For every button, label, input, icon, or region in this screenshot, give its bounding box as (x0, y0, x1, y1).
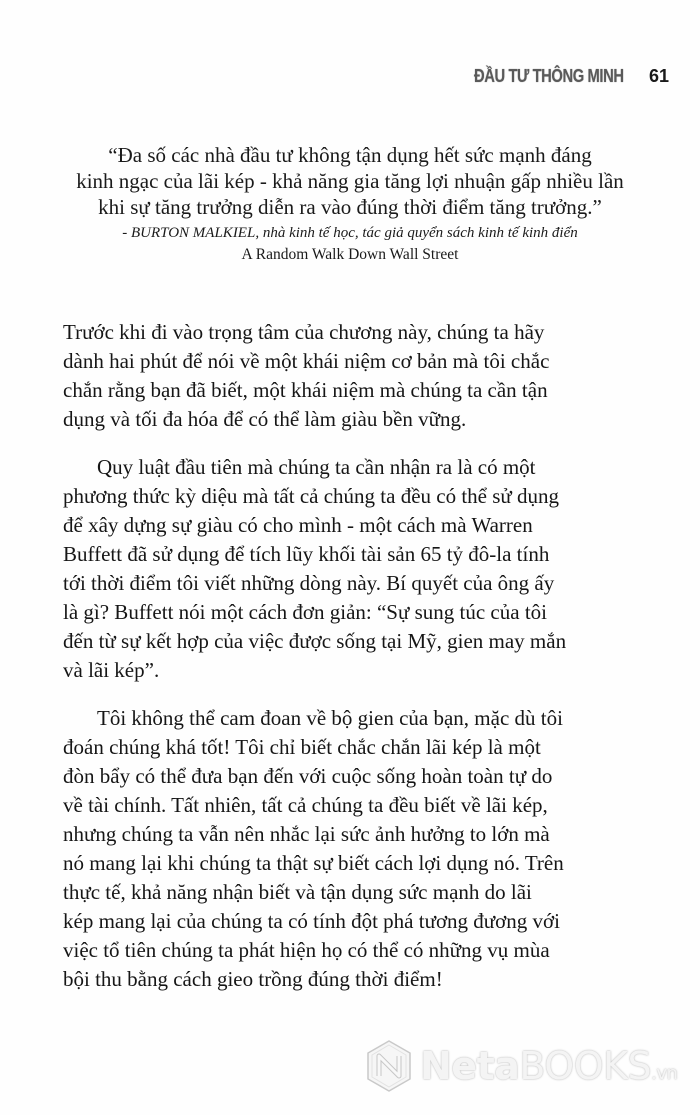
text-line: để xây dựng sự giàu có cho mình - một cách mà Warren (63, 513, 533, 537)
quote-attribution: - BURTON MALKIEL, nhà kinh tế học, tác giả quyển sách kinh tế kinh điển (122, 225, 578, 241)
text-line: về tài chính. Tất nhiên, tất cả chúng ta đều biết về lãi kép, (63, 793, 548, 817)
text-line: và lãi kép”. (63, 658, 160, 682)
text-line: chắn rằng bạn đã biết, một khái niệm mà chúng ta cần tận (63, 378, 548, 402)
text-line: tới thời điểm tôi viết những dòng này. Bí quyết của ông ấy (63, 571, 555, 595)
text-line: phương thức kỳ diệu mà tất cả chúng ta đều có thể sử dụng (63, 484, 560, 508)
text-line: nhưng chúng ta vẫn nên nhắc lại sức ảnh hưởng to lớn mà (63, 822, 550, 846)
text-line: đòn bẩy có thể đưa bạn đến với cuộc sống hoàn toàn tự do (63, 764, 553, 788)
text-line: việc tổ tiên chúng ta phát hiện họ có thể có những vụ mùa (63, 938, 550, 962)
text-line: bội thu bằng cách gieo trồng đúng thời điểm! (63, 967, 443, 991)
running-header (0, 66, 700, 96)
watermark-brand-bold: Neta (420, 1044, 520, 1088)
watermark-brand-light: BOOKS (519, 1044, 652, 1088)
running-title: ĐẦU TƯ THÔNG MINH (474, 66, 624, 86)
epigraph (60, 142, 640, 266)
watermark-tld: .vn (651, 1063, 678, 1084)
text-line: dành hai phút để nói về một khái niệm cơ bản mà tôi chắc (63, 349, 550, 373)
quote-line: khi sự tăng trưởng diễn ra vào đúng thời điểm tăng trưởng.” (98, 195, 602, 219)
quote-source-book-title: A Random Walk Down Wall Street (241, 246, 459, 263)
paragraph-3 (63, 704, 643, 994)
netabooks-watermark (364, 1036, 694, 1096)
paragraph-gap (63, 434, 643, 453)
text-line: Buffett đã sử dụng để tích lũy khối tài sản 65 tỷ đô-la tính (63, 542, 550, 566)
text-line: đoán chúng khá tốt! Tôi chỉ biết chắc chắn lãi kép là một (63, 735, 541, 759)
quote-line: kinh ngạc của lãi kép - khả năng gia tăng lợi nhuận gấp nhiều lần (76, 169, 624, 193)
text-line: là gì? Buffett nói một cách đơn giản: “Sự sung túc của tôi (63, 600, 547, 624)
paragraph-1 (63, 318, 643, 434)
watermark-text (420, 1044, 677, 1088)
quote-line: “Đa số các nhà đầu tư không tận dụng hết sức mạnh đáng (108, 143, 592, 167)
text-line: Quy luật đầu tiên mà chúng ta cần nhận ra là có một (97, 455, 536, 479)
text-line: dụng và tối đa hóa để có thể làm giàu bền vững. (63, 407, 467, 431)
text-line: kép mang lại của chúng ta có tính đột phá tương đương với (63, 909, 560, 933)
paragraph-gap (63, 685, 643, 704)
text-line: Tôi không thể cam đoan về bộ gien của bạn, mặc dù tôi (97, 706, 563, 730)
page-number: 61 (649, 66, 670, 86)
body-text (63, 318, 643, 994)
text-line: nó mang lại khi chúng ta thật sự biết cách lợi dụng nó. Trên (63, 851, 564, 875)
text-line: đến từ sự kết hợp của việc được sống tại Mỹ, gien may mắn (63, 629, 567, 653)
netabooks-hexagon-logo-icon (364, 1038, 414, 1094)
text-line: thực tế, khả năng nhận biết và tận dụng sức mạnh do lãi (63, 880, 532, 904)
paragraph-2 (63, 453, 643, 685)
text-line: Trước khi đi vào trọng tâm của chương này, chúng ta hãy (63, 320, 545, 344)
